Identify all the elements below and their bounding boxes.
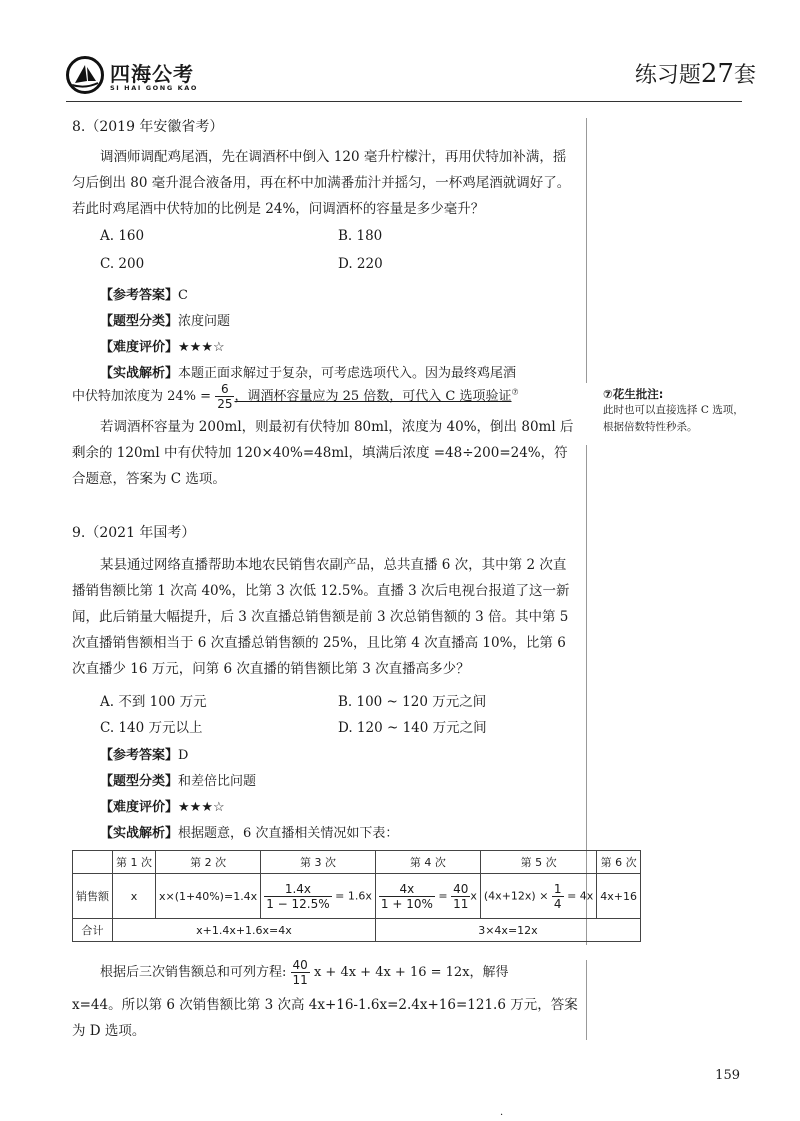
type-value: 浓度问题	[178, 314, 231, 329]
q8-analysis-line3: 若调酒杯容量为 200ml，则最初有伏特加 80ml，浓度为 40%，倒出 80ml 后剩余的 120ml 中有伏特加 120×40%=48ml，填满后浓度 =48÷200=24%，符合题意，答案为 C 选项。	[72, 419, 574, 487]
sales-table	[72, 850, 641, 942]
answer-value: C	[178, 288, 188, 303]
denominator: 11	[453, 896, 469, 911]
table-header-cell	[73, 851, 113, 874]
side-note-title: ⑦花生批注:	[603, 387, 664, 401]
table-cell: x+1.4x+1.6x=4x	[113, 919, 376, 942]
table-cell: 销售额	[73, 874, 113, 919]
fraction	[451, 882, 470, 911]
numerator: 40	[453, 881, 469, 896]
table-cell	[375, 874, 480, 919]
type-label: 【题型分类】	[100, 774, 179, 789]
equation-text: 根据后三次销售额总和可列方程:	[100, 965, 287, 980]
table-row	[73, 919, 641, 942]
analysis-text: 本题正面求解过于复杂，可考虑选项代入。因为最终鸡尾酒	[178, 366, 517, 381]
question-9-heading: 9.（2021 年国考）	[72, 525, 196, 541]
table-header-cell: 第 5 次	[480, 851, 596, 874]
q9-type	[100, 770, 256, 789]
question-8-heading: 8.（2019 年安徽省考）	[72, 119, 224, 135]
analysis-label: 【实战解析】	[100, 826, 179, 841]
table-header-cell: 第 1 次	[113, 851, 156, 874]
answer-label: 【参考答案】	[100, 748, 179, 763]
difficulty-label: 【难度评价】	[100, 340, 179, 355]
table-cell: 4x+16	[597, 874, 641, 919]
q9-equation-line	[100, 958, 590, 987]
q9-option-c: C. 140 万元以上	[100, 720, 203, 736]
q8-analysis-line1	[100, 362, 578, 381]
numerator: 4x	[379, 882, 435, 897]
cell-expression: (4x+12x) ×	[483, 889, 549, 902]
table-cell: 3×4x=12x	[375, 919, 640, 942]
fraction	[291, 958, 310, 987]
brand-name: 四海公考	[110, 62, 194, 86]
q8-difficulty	[100, 336, 225, 355]
brand-logo	[66, 56, 216, 100]
table-header-cell: 第 2 次	[156, 851, 261, 874]
analysis-text: ，调酒杯容量应为 25 倍数，可代入 C 选项验证	[234, 389, 512, 404]
question-8-body: 调酒师调配鸡尾酒，先在调酒杯中倒入 120 毫升柠檬汁，再用伏特加补满，摇匀后倒出 80 毫升混合液备用，再在杯中加满番茄汁并摇匀，一杯鸡尾酒就调好了。若此时鸡尾酒中伏特加的比例是 24%，问调酒杯的容量是多少毫升？	[72, 149, 571, 217]
answer-value: D	[178, 748, 189, 763]
fraction	[552, 882, 564, 911]
numerator: 1.4x	[264, 882, 331, 897]
difficulty-label: 【难度评价】	[100, 800, 179, 815]
q9-option-b: B. 100 ~ 120 万元之间	[338, 694, 487, 710]
q9-conclusion: x=44。所以第 6 次销售额比第 3 次高 4x+16-1.6x=2.4x+16=121.6 万元，答案为 D 选项。	[72, 997, 578, 1039]
fraction	[264, 882, 331, 911]
analysis-text: 中伏特加浓度为 24% =	[72, 389, 212, 404]
cell-result: = 1.6x	[335, 889, 372, 902]
denominator: 1 + 10%	[380, 896, 433, 911]
numerator: 1	[553, 881, 562, 896]
fraction	[215, 382, 234, 411]
table-header-cell: 第 3 次	[261, 851, 376, 874]
denominator: 11	[292, 973, 308, 987]
page-title	[635, 58, 756, 89]
table-cell	[261, 874, 376, 919]
q9-option-a: A. 不到 100 万元	[100, 694, 207, 710]
title-suffix: 套	[733, 63, 756, 88]
denominator: 25	[217, 397, 233, 411]
table-cell	[480, 874, 596, 919]
q8-analysis-line2	[72, 382, 582, 411]
q8-type	[100, 310, 230, 329]
numerator: 6	[215, 382, 234, 397]
type-value: 和差倍比问题	[178, 774, 257, 789]
table-cell: x	[113, 874, 156, 919]
table-cell: 合计	[73, 919, 113, 942]
answer-label: 【参考答案】	[100, 288, 179, 303]
difficulty-stars: ★★★☆	[178, 800, 225, 815]
table-header-row	[73, 851, 641, 874]
analysis-label: 【实战解析】	[100, 366, 179, 381]
equals-sign: =	[438, 889, 448, 902]
q9-option-d: D. 120 ~ 140 万元之间	[338, 720, 487, 736]
q8-option-b: B. 180	[338, 228, 383, 244]
denominator: 4	[553, 896, 562, 911]
q8-option-c: C. 200	[100, 256, 145, 272]
page-number: 159	[715, 1068, 740, 1083]
cell-result: = 4x	[567, 889, 594, 902]
table-header-cell: 第 4 次	[375, 851, 480, 874]
question-9-body: 某县通过网络直播帮助本地农民销售农副产品，总共直播 6 次，其中第 2 次直播销售额比第 1 次高 40%，比第 3 次低 12.5%。直播 3 次后电视台报道了这一新闻，此后销量大幅提升，后 3 次直播总销售额是前 3 次总销售额的 3 倍。其中第 5 次直播销售额相当于 6 次直播总销售额的 25%，且比第 4 次直播高 10%，比第 6 次直播少 16 万元，问第 6 次直播的销售额比第 3 次直播高多少？	[72, 557, 570, 677]
type-label: 【题型分类】	[100, 314, 179, 329]
cell-result: x	[470, 889, 477, 902]
table-cell: x×(1+40%)=1.4x	[156, 874, 261, 919]
equation-text: x + 4x + 4x + 16 = 12x，解得	[313, 965, 509, 980]
denominator: 1 − 12.5%	[266, 896, 330, 911]
numerator: 40	[292, 958, 308, 972]
header-divider	[66, 101, 742, 102]
q9-answer	[100, 744, 188, 763]
difficulty-stars: ★★★☆	[178, 340, 225, 355]
sailboat-logo-icon	[66, 56, 104, 94]
q9-analysis-line1	[100, 822, 398, 841]
table-row	[73, 874, 641, 919]
margin-line	[586, 118, 587, 383]
table-header-cell: 第 6 次	[597, 851, 641, 874]
fraction	[379, 882, 435, 911]
q8-option-a: A. 160	[100, 228, 145, 244]
brand-subtitle: SI HAI GONG KAO	[110, 84, 199, 92]
q8-answer	[100, 284, 188, 303]
q9-difficulty	[100, 796, 225, 815]
q8-option-d: D. 220	[338, 256, 383, 272]
note-marker: ⑦	[511, 387, 519, 397]
side-note-body: 此时也可以直接选择 C 选项，根据倍数特性秒杀。	[603, 404, 744, 433]
analysis-text: 根据题意，6 次直播相关情况如下表：	[178, 826, 399, 841]
title-number: 27	[700, 59, 734, 89]
footer-dot: ·	[500, 1110, 504, 1121]
title-prefix: 练习题	[634, 63, 701, 88]
